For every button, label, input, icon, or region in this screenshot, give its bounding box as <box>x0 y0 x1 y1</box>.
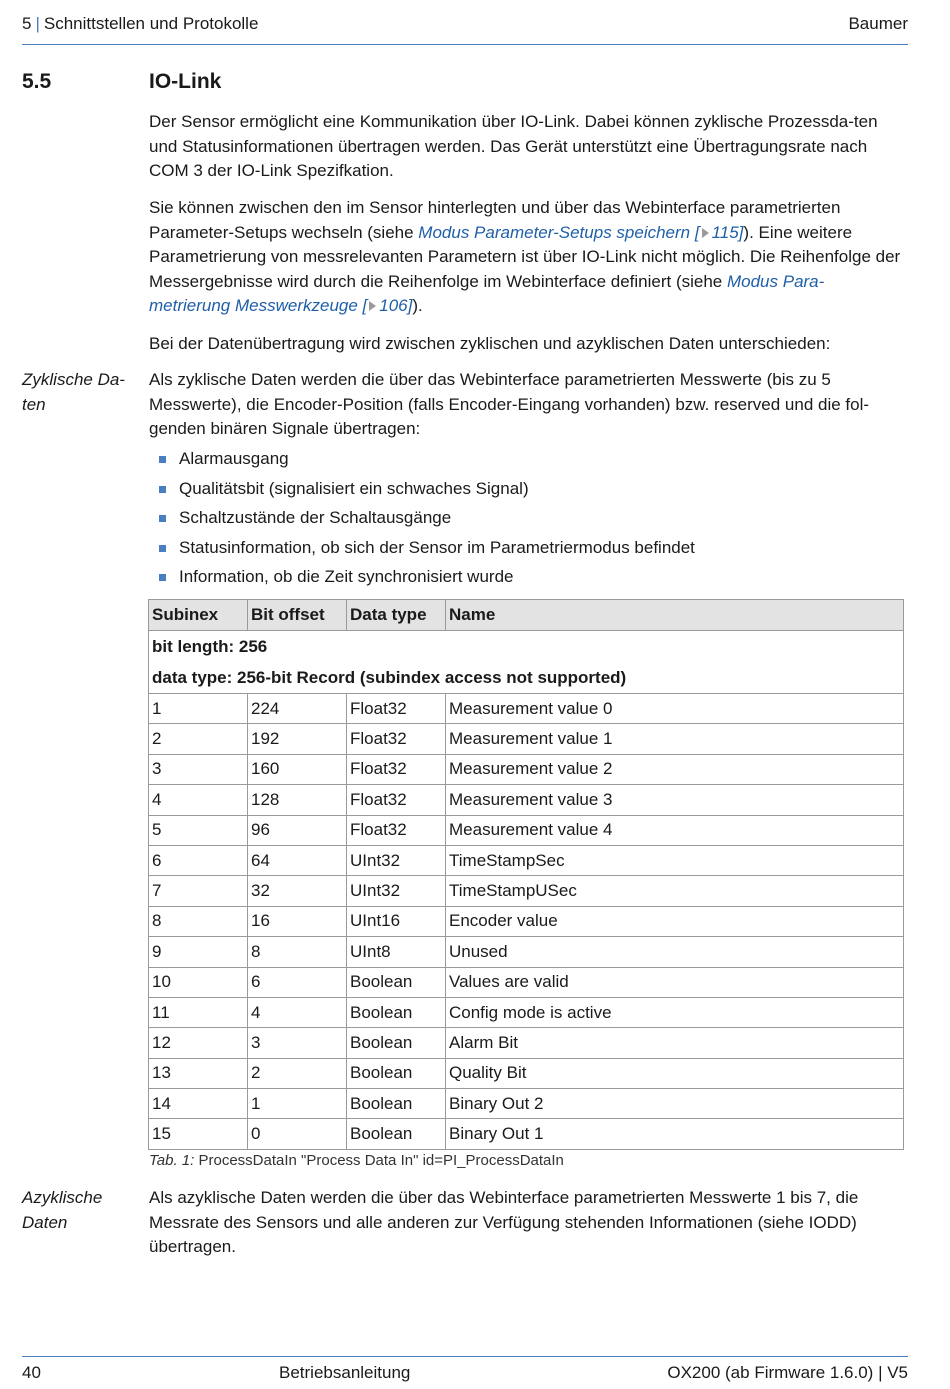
chapter-title: Schnittstellen und Protokolle <box>43 14 259 33</box>
data-type-cell: UInt16 <box>347 906 446 936</box>
name-cell: TimeStampSec <box>446 845 904 875</box>
name-cell: Measurement value 0 <box>446 694 904 724</box>
page-arrow-icon <box>369 301 376 311</box>
subindex-cell: 13 <box>149 1058 248 1088</box>
table-row <box>149 694 904 724</box>
setup-paragraph <box>149 196 904 319</box>
table-row <box>149 906 904 936</box>
table-row <box>149 724 904 754</box>
subindex-cell: 10 <box>149 967 248 997</box>
table-row <box>149 937 904 967</box>
list-item: Alarmausgang <box>149 447 695 477</box>
link-parameter-setups-page: 115] <box>711 222 744 242</box>
data-type-cell: Float32 <box>347 785 446 815</box>
header-bit-offset: Bit offset <box>248 600 347 631</box>
bit-length-text: bit length: 256 <box>149 631 904 663</box>
product-version: OX200 (ab Firmware 1.6.0) | V5 <box>667 1363 908 1382</box>
subindex-cell: 12 <box>149 1028 248 1058</box>
name-cell: Measurement value 2 <box>446 754 904 784</box>
data-type-cell: Boolean <box>347 1058 446 1088</box>
bit-offset-cell: 224 <box>248 694 347 724</box>
subindex-cell: 9 <box>149 937 248 967</box>
section-title: IO-Link <box>149 70 222 93</box>
link-messwerkzeuge-label: Modus Para-metrierung Messwerkzeuge [ <box>149 271 825 315</box>
data-type-cell: UInt32 <box>347 845 446 875</box>
list-item: Schaltzustände der Schaltausgänge <box>149 506 695 536</box>
bit-offset-cell: 0 <box>248 1119 347 1149</box>
bullet-square-icon <box>159 574 166 581</box>
record-data-type-text: data type: 256-bit Record (subindex access not supported) <box>149 662 904 694</box>
name-cell: Measurement value 3 <box>446 785 904 815</box>
name-cell: Measurement value 4 <box>446 815 904 845</box>
subindex-cell: 4 <box>149 785 248 815</box>
bit-offset-cell: 8 <box>248 937 347 967</box>
table-row <box>149 1058 904 1088</box>
bit-offset-cell: 96 <box>248 815 347 845</box>
caption-text: ProcessDataIn "Process Data In" id=PI_ProcessDataIn <box>194 1152 564 1169</box>
table-row <box>149 1119 904 1149</box>
name-cell: Quality Bit <box>446 1058 904 1088</box>
table-header-row <box>149 600 904 631</box>
document-title: Betriebsanleitung <box>279 1363 411 1382</box>
data-type-cell: Float32 <box>347 694 446 724</box>
data-type-cell: Boolean <box>347 1089 446 1119</box>
brand-name: Baumer <box>848 14 908 33</box>
caption-label: Tab. 1: <box>149 1152 195 1169</box>
bit-offset-cell: 16 <box>248 906 347 936</box>
data-type-cell: UInt32 <box>347 876 446 906</box>
cyclic-margin-note: Zyklische Da-ten <box>22 370 125 414</box>
bullet-square-icon <box>159 456 166 463</box>
name-cell: Binary Out 2 <box>446 1089 904 1119</box>
bullet-square-icon <box>159 486 166 493</box>
table-row <box>149 785 904 815</box>
table-caption <box>149 1152 564 1169</box>
subindex-cell: 6 <box>149 845 248 875</box>
process-data-table <box>148 599 904 1150</box>
setup-text-b: ). Eine weitere Parametrierung von messrelevanten Parametern ist über IO-Link nicht möglich. Die Reihenfolge der Messergebnisse wird durch die Reihenfolge im Webinterface definiert (siehe <box>149 222 901 291</box>
subindex-cell: 7 <box>149 876 248 906</box>
data-type-cell: UInt8 <box>347 937 446 967</box>
bit-offset-cell: 160 <box>248 754 347 784</box>
list-item: Information, ob die Zeit synchronisiert wurde <box>149 565 695 595</box>
header-subindex: Subinex <box>149 600 248 631</box>
bit-offset-cell: 3 <box>248 1028 347 1058</box>
name-cell: Values are valid <box>446 967 904 997</box>
subindex-cell: 14 <box>149 1089 248 1119</box>
data-type-cell: Boolean <box>347 1028 446 1058</box>
info-row-bit-length <box>149 631 904 663</box>
bit-offset-cell: 32 <box>248 876 347 906</box>
data-type-cell: Float32 <box>347 754 446 784</box>
subindex-cell: 8 <box>149 906 248 936</box>
header-name: Name <box>446 600 904 631</box>
list-item: Qualitätsbit (signalisiert ein schwaches Signal) <box>149 477 695 507</box>
acyclic-margin-note: Azyklische Daten <box>22 1188 103 1232</box>
page-header <box>22 14 908 45</box>
intro-paragraph <box>149 110 904 184</box>
table-row <box>149 876 904 906</box>
subindex-cell: 15 <box>149 1119 248 1149</box>
info-row-data-type <box>149 662 904 694</box>
intro-text: Der Sensor ermöglicht eine Kommunikation über IO-Link. Dabei können zyklische Prozessda-ten und Statusinformationen übertragen werden. Das Gerät unterstützt eine Übertragungsrate nach COM 3 der IO-Link Spezifkation. <box>149 112 878 180</box>
table-row <box>149 754 904 784</box>
setup-text-a: Sie können zwischen den im Sensor hinterlegten und über das Webinterface parametrierten Parameter-Setups wechseln (siehe <box>149 198 841 242</box>
name-cell: Measurement value 1 <box>446 724 904 754</box>
list-item: Statusinformation, ob sich der Sensor im Parametriermodus befindet <box>149 536 695 566</box>
data-type-cell: Boolean <box>347 997 446 1027</box>
chapter-number: 5 <box>22 14 32 33</box>
data-type-cell: Boolean <box>347 967 446 997</box>
header-data-type: Data type <box>347 600 446 631</box>
subindex-cell: 1 <box>149 694 248 724</box>
name-cell: TimeStampUSec <box>446 876 904 906</box>
data-type-cell: Boolean <box>347 1119 446 1149</box>
header-separator: | <box>35 14 40 33</box>
name-cell: Encoder value <box>446 906 904 936</box>
page-footer <box>22 1356 908 1389</box>
bit-offset-cell: 6 <box>248 967 347 997</box>
subindex-cell: 5 <box>149 815 248 845</box>
bit-offset-cell: 192 <box>248 724 347 754</box>
name-cell: Binary Out 1 <box>446 1119 904 1149</box>
header-chapter <box>22 14 258 34</box>
setup-text-c: ). <box>412 296 423 315</box>
data-type-cell: Float32 <box>347 815 446 845</box>
subindex-cell: 3 <box>149 754 248 784</box>
signal-bullet-list <box>149 447 695 595</box>
name-cell: Unused <box>446 937 904 967</box>
bit-offset-cell: 4 <box>248 997 347 1027</box>
bullet-square-icon <box>159 545 166 552</box>
bullet-square-icon <box>159 515 166 522</box>
acyclic-paragraph: Als azyklische Daten werden die über das Webinterface parametrierten Messwerte 1 bis 7, die Messrate des Sensors und alle anderen zur Verfügung stehenden Informationen (siehe IODD) übertragen. <box>149 1188 859 1256</box>
table-row <box>149 967 904 997</box>
page-arrow-icon <box>702 228 709 238</box>
link-parameter-setups-label: Modus Parameter-Setups speichern [ <box>418 222 700 242</box>
cyclic-paragraph: Als zyklische Daten werden die über das Webinterface parametrierten Messwerte (bis zu 5 Messwerte), die Encoder-Position (falls Encoder-Eingang vorhanden) bzw. reserved und die fol-genden binären Signale übertragen: <box>149 370 870 438</box>
subindex-cell: 11 <box>149 997 248 1027</box>
data-type-cell: Float32 <box>347 724 446 754</box>
table-row <box>149 1089 904 1119</box>
table-row <box>149 815 904 845</box>
name-cell: Config mode is active <box>446 997 904 1027</box>
table-row <box>149 845 904 875</box>
name-cell: Alarm Bit <box>446 1028 904 1058</box>
bit-offset-cell: 128 <box>248 785 347 815</box>
link-parameter-setups[interactable] <box>418 223 743 242</box>
bit-offset-cell: 64 <box>248 845 347 875</box>
bit-offset-cell: 1 <box>248 1089 347 1119</box>
bit-offset-cell: 2 <box>248 1058 347 1088</box>
subindex-cell: 2 <box>149 724 248 754</box>
section-number: 5.5 <box>22 70 52 93</box>
transfer-paragraph: Bei der Datenübertragung wird zwischen zyklischen und azyklischen Daten unterschieden: <box>149 334 831 353</box>
link-messwerkzeuge-page: 106] <box>379 296 413 315</box>
table-row <box>149 997 904 1027</box>
page-number: 40 <box>22 1363 41 1382</box>
table-row <box>149 1028 904 1058</box>
